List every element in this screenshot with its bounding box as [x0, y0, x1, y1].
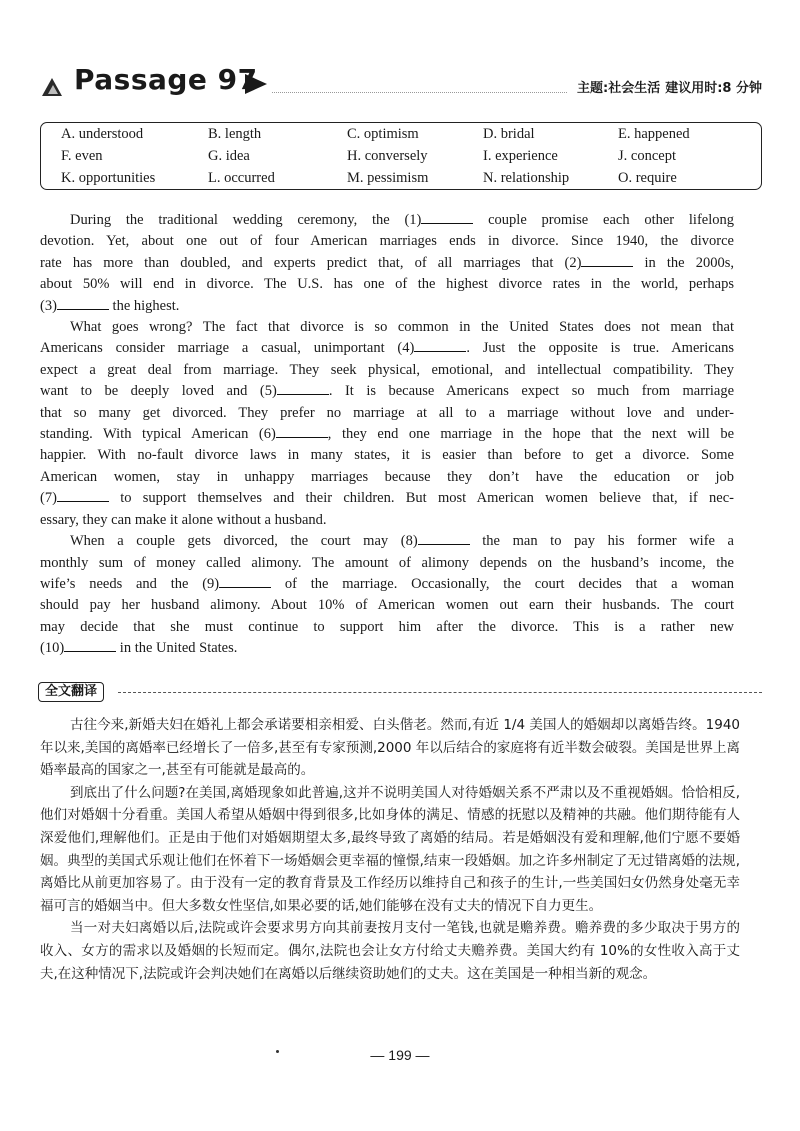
word-option: D. bridal [483, 126, 535, 142]
word-option: E. happened [618, 126, 690, 142]
word-option: N. relationship [483, 170, 570, 186]
passage-paragraph-1: During the traditional wedding ceremony, the (1) couple promise each other lifelong devotion. Yet, about one out of four American marriages ends in divorce. Since 1940, the divorce rate has more than doubled, and experts predict that, of all marriages that (2) in the 2000s, about 50% will end in divorce. The U.S. has one of the highest divorce rates in the world, perhaps (3) the highest. [40, 212, 734, 314]
passage-title: Passage 97 [74, 63, 258, 96]
word-option: A. understood [61, 126, 144, 142]
blank-4[interactable] [414, 340, 466, 352]
word-option: J. concept [618, 148, 676, 164]
word-option: B. length [208, 126, 262, 142]
blank-8[interactable] [418, 533, 470, 545]
passage-text [40, 210, 734, 660]
translation-paragraph: 到底出了什么问题?在美国,离婚现象如此普遍,这并不说明美国人对待婚姻关系不严肃以及不重视婚姻。恰恰相反,他们对婚姻十分看重。美国人希望从婚姻中得到很多,比如身体的满足、情感的抚慰以及精神的共融。他们期待能有人深爱他们,理解他们。正是由于他们对婚姻期望太多,最终导致了离婚的结局。若是婚姻没有爱和理解,他们宁愿不要婚姻。典型的美国式乐观让他们在怀着下一场婚姻会更幸福的憧憬,结束一段婚姻。加之许多州制定了无过错离婚的法规,离婚比从前更加容易了。由于没有一定的教育背景及工作经历以维持自己和孩子的生计,一些美国妇女仍然身处毫无幸福可言的婚姻当中。但大多数女性坚信,如果必要的话,她们能够在没有丈夫的情况下自力更生。 [40, 784, 740, 914]
word-option: H. conversely [347, 148, 428, 164]
passage-paragraph-2: What goes wrong? The fact that divorce is so common in the United States does not mean that Americans consider marriage a casual, unimportant (4) . Just the opposite is true. Americans expect a great deal from marriage. They seek physical, emotional, and intellectual compatibility. They want to be deeply loved and (5) . It is because Americans expect so much from marriage that so many get divorced. They prefer no marriage at all to a marriage without love and under- standing. With typical American (6) , they end one marriage in the hope that the next will be happier. With no-fault divorce laws in many states, it is easier than before to get a divorce. Some American women, stay in unhappy marriages because they don’t have the education or job (7) to support themselves and their children. But most American women believe that, if nec- essary, they can make it alone without a husband. [40, 319, 735, 528]
translation-dashed-line [118, 692, 762, 693]
translation-paragraph: 古往今来,新婚夫妇在婚礼上都会承诺要相亲相爱、白头偕老。然而,有近 1/4 美国人的婚姻却以离婚告终。1940 年以来,美国的离婚率已经增长了一倍多,甚至有专家预测,2000 年以后结合的家庭将有近半数会破裂。美国是世界上离婚率最高的国家之一,甚至有可能就是最高的。 [40, 717, 740, 779]
word-option: F. even [61, 148, 103, 164]
translation-text [40, 714, 740, 985]
blank-10[interactable] [64, 640, 116, 652]
word-bank [40, 122, 762, 190]
header-dotted-line [272, 92, 567, 93]
word-option: C. optimism [347, 126, 419, 142]
word-option: L. occurred [208, 170, 275, 186]
blank-2[interactable] [581, 255, 633, 267]
topic-label: 主题: [577, 81, 609, 96]
translation-label: 全文翻译 [38, 682, 104, 702]
blank-6[interactable] [276, 426, 328, 438]
page-number: — 199 — [370, 1047, 430, 1063]
blank-3[interactable] [57, 298, 109, 310]
word-option: O. require [618, 170, 677, 186]
passage-header [40, 60, 762, 102]
blank-9[interactable] [219, 576, 271, 588]
word-option: G. idea [208, 148, 250, 164]
blank-1[interactable] [421, 212, 473, 224]
time-value: 8 分钟 [722, 81, 762, 96]
passage-meta [577, 77, 762, 96]
passage-paragraph-3: When a couple gets divorced, the court may (8) the man to pay his former wife a monthly sum of money called alimony. The amount of alimony depends on the husband’s income, the wife’s needs and the (9) of the marriage. Occasionally, the court decides that a woman should pay her husband alimony. About 10% of American women out earn their husbands. The court may decide that she must continue to support him after the divorce. This is a rather new (10) in the United States. [40, 533, 734, 657]
word-option: K. opportunities [61, 170, 156, 186]
blank-5[interactable] [277, 383, 329, 395]
translation-paragraph: 当一对夫妇离婚以后,法院或许会要求男方向其前妻按月支付一笔钱,也就是赡养费。赡养费的多少取决于男方的收入、女方的需求以及婚姻的长短而定。偶尔,法院也会让女方付给丈夫赡养费。美国大约有 10%的女性收入高于丈夫,在这种情况下,法院或许会判决她们在离婚以后继续资助她们的丈夫。这在美国是一种相当新的观念。 [40, 920, 740, 982]
blank-7[interactable] [57, 490, 109, 502]
translation-header [38, 682, 762, 704]
topic-value: 社会生活 [608, 81, 661, 96]
word-option: M. pessimism [347, 170, 429, 186]
word-option: I. experience [483, 148, 558, 164]
time-label: 建议用时: [665, 81, 723, 96]
triangle-right-icon [245, 74, 267, 94]
